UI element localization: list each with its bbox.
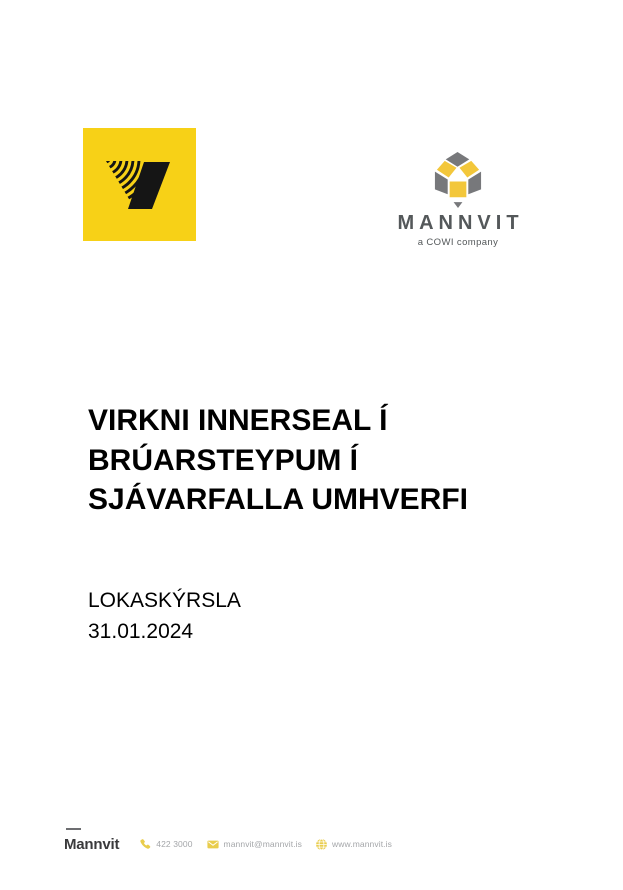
report-title-line-1: VIRKNI INNERSEAL Í	[88, 404, 388, 437]
footer-email-text: mannvit@mannvit.is	[223, 839, 303, 849]
footer-phone-text: 422 3000	[156, 839, 193, 849]
vegagerdin-logo	[83, 128, 196, 241]
vegagerdin-logo-icon	[83, 128, 196, 241]
footer-brand-dash	[66, 828, 81, 830]
mannvit-cube-icon	[431, 151, 485, 210]
mannvit-tagline: a COWI company	[417, 237, 499, 248]
footer	[64, 828, 392, 852]
footer-brand	[64, 828, 119, 852]
envelope-icon	[206, 838, 220, 851]
footer-website-text: www.mannvit.is	[332, 839, 392, 849]
report-type-label: LOKASKÝRSLA	[88, 589, 241, 612]
footer-brand-name: Mannvit	[64, 836, 120, 853]
report-title-line-2: BRÚARSTEYPUM Í	[88, 443, 359, 477]
mannvit-logo	[390, 151, 526, 248]
globe-icon	[315, 838, 328, 851]
mannvit-wordmark: MANNVIT	[397, 212, 524, 234]
report-subtitle	[88, 585, 241, 647]
footer-phone	[139, 838, 192, 851]
phone-icon	[139, 838, 152, 851]
report-title	[88, 401, 468, 520]
footer-contacts	[139, 838, 392, 851]
footer-website	[315, 838, 392, 851]
report-title-line-3: SJÁVARFALLA UMHVERFI	[88, 483, 469, 516]
footer-email	[206, 838, 302, 851]
report-date: 31.01.2024	[88, 620, 194, 643]
